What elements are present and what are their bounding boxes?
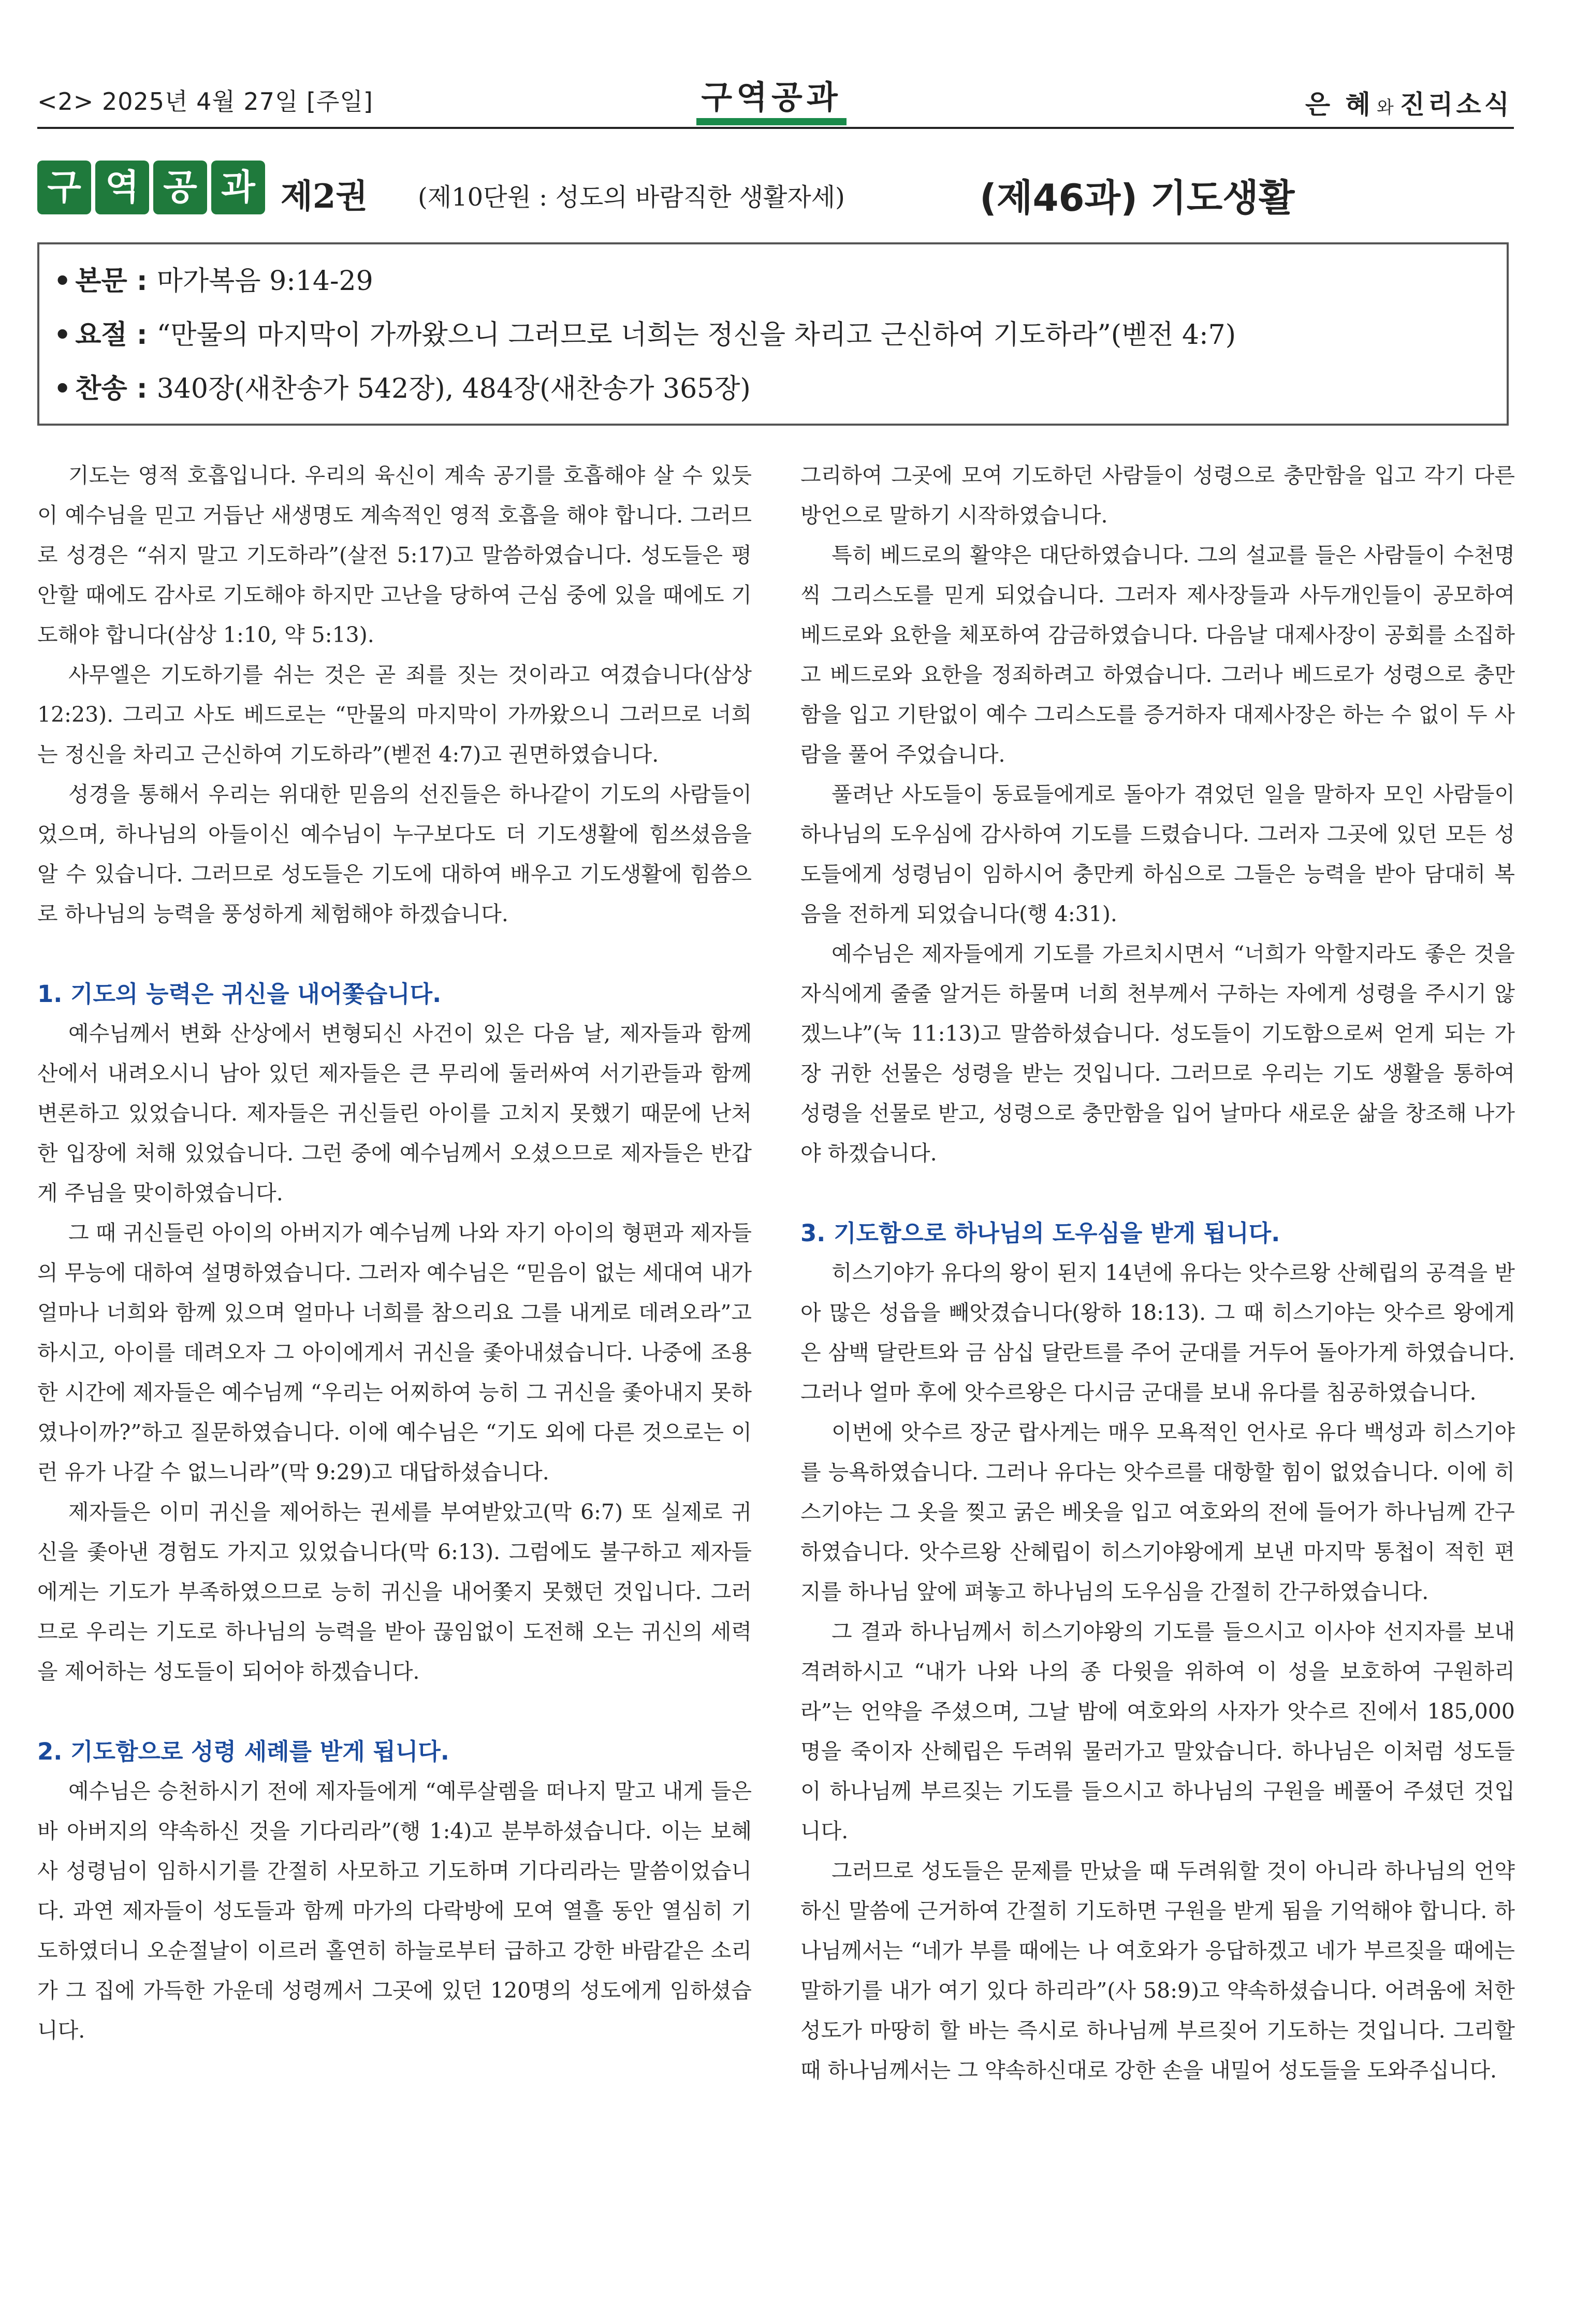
- keyverse-text: “만물의 마지막이 가까왔으니 그러므로 너희는 정신을 차리고 근신하여 기도하라”(벧전 4:7): [156, 319, 1236, 351]
- paragraph: 기도는 영적 호흡입니다. 우리의 육신이 계속 공기를 호흡해야 살 수 있듯이 예수님을 믿고 거듭난 새생명도 계속적인 영적 호흡을 해야 합니다. 그러므로 성경은 “쉬지 말고 기도하라”(살전 5:17)고 말씀하였습니다. 성도들은 평안할 때에도 감사로 기도해야 하지만 고난을 당하여 근심 중에 있을 때에도 기도해야 합니다(삼상 1:10, 약 5:13).: [37, 463, 752, 647]
- paragraph: 특히 베드로의 활약은 대단하였습니다. 그의 설교를 들은 사람들이 수천명씩 그리스도를 믿게 되었습니다. 그러자 제사장들과 사두개인들이 공모하여 베드로와 요한을 체포하여 감금하였습니다. 다음날 대제사장이 공회를 소집하고 베드로와 요한을 정죄하려고 하였습니다. 그러나 베드로가 성령으로 충만함을 입고 기탄없이 예수 그리스도를 증거하자 대제사장은 하는 수 없이 두 사람을 풀어 주었습니다.: [800, 543, 1515, 767]
- paragraph: 예수님은 승천하시기 전에 제자들에게 “예루살렘을 떠나지 말고 내게 들은바 아버지의 약속하신 것을 기다리라”(행 1:4)고 분부하셨습니다. 이는 보혜사 성령님이 임하시기를 간절히 사모하고 기도하며 기다리라는 말씀이었습니다. 과연 제자들이 성도들과 함께 마가의 다락방에 모여 열흘 동안 열심히 기도하였더니 오순절날이 이르러 홀연히 하늘로부터 급하고 강한 바람같은 소리가 그 집에 가득한 가운데 성령께서 그곳에 있던 120명의 성도에게 임하셨습니다.: [37, 1779, 752, 2043]
- lesson-info-box: [37, 242, 1509, 426]
- badge-char: 구: [37, 161, 91, 214]
- paragraph: 풀려난 사도들이 동료들에게로 돌아가 겪었던 일을 말하자 모인 사람들이 하나님의 도우심에 감사하여 기도를 드렸습니다. 그러자 그곳에 있던 모든 성도들에게 성령님이 임하시어 충만케 하심으로 그들은 능력을 받아 담대히 복음을 전하게 되었습니다(행 4:31).: [800, 782, 1515, 926]
- badge-char: 역: [95, 161, 149, 214]
- page-number-date: <2> 2025년 4월 27일 [주일]: [37, 88, 373, 115]
- paragraph: 히스기야가 유다의 왕이 된지 14년에 유다는 앗수르왕 산헤립의 공격을 받아 많은 성읍을 빼앗겼습니다(왕하 18:13). 그 때 히스기야는 앗수르 왕에게 은 삼백 달란트와 금 삼십 달란트를 주어 군대를 거두어 돌아가게 하였습니다. 그러나 얼마 후에 앗수르왕은 다시금 군대를 보내 유다를 침공하였습니다.: [800, 1260, 1515, 1405]
- unit-label: (제10단원 : 성도의 바람직한 생활자세): [418, 183, 845, 212]
- header-rule: [37, 127, 1514, 129]
- newspaper-name-conjunction: 와: [1376, 97, 1397, 118]
- right-column: [800, 456, 1515, 2090]
- paragraph: 성경을 통해서 우리는 위대한 믿음의 선진들은 하나같이 기도의 사람들이었으며, 하나님의 아들이신 예수님이 누구보다도 더 기도생활에 힘쓰셨음을 알 수 있습니다. 그러므로 성도들은 기도에 대하여 배우고 기도생활에 힘씀으로 하나님의 능력을 풍성하게 체험해야 하겠습니다.: [37, 782, 752, 926]
- scripture-text: 마가복음 9:14-29: [156, 266, 373, 297]
- newspaper-name-part2: 진리소식: [1399, 90, 1512, 120]
- lesson-title: (제46과) 기도생활: [980, 176, 1295, 220]
- paragraph: 사무엘은 기도하기를 쉬는 것은 곧 죄를 짓는 것이라고 여겼습니다(삼상 12:23). 그리고 사도 베드로는 “만물의 마지막이 가까왔으니 그러므로 너희는 정신을 차리고 근신하여 기도하라”(벧전 4:7)고 권면하였습니다.: [37, 662, 752, 767]
- paragraph: 그 때 귀신들린 아이의 아버지가 예수님께 나와 자기 아이의 형편과 제자들의 무능에 대하여 설명하였습니다. 그러자 예수님은 “믿음이 없는 세대여 내가 얼마나 너희와 함께 있으며 얼마나 너희를 참으리요 그를 내게로 데려오라”고 하시고, 아이를 데려오자 그 아이에게서 귀신을 좇아내셨습니다. 나중에 조용한 시간에 제자들은 예수님께 “우리는 어찌하여 능히 그 귀신을 좇아내지 못하였나이까?”하고 질문하였습니다. 이에 예수님은 “기도 외에 다른 것으로는 이런 유가 나갈 수 없느니라”(막 9:29)고 대답하셨습니다.: [37, 1221, 752, 1485]
- bullet-icon: •: [54, 319, 71, 351]
- scripture-row: [54, 259, 373, 298]
- hymn-text: 340장(새찬송가 542장), 484장(새찬송가 365장): [156, 373, 751, 404]
- volume-label: 제2권: [281, 177, 368, 216]
- scripture-label: 본문 :: [75, 266, 157, 297]
- paragraph: 제자들은 이미 귀신을 제어하는 권세를 부여받았고(막 6:7) 또 실제로 귀신을 좇아낸 경험도 가지고 있었습니다(막 6:13). 그럼에도 불구하고 제자들에게는 기도가 부족하였으므로 능히 귀신을 내어쫓지 못했던 것입니다. 그러므로 우리는 기도로 하나님의 능력을 받아 끊임없이 도전해 오는 귀신의 세력을 제어하는 성도들이 되어야 하겠습니다.: [37, 1500, 752, 1684]
- paragraph: 예수님께서 변화 산상에서 변형되신 사건이 있은 다음 날, 제자들과 함께 산에서 내려오시니 남아 있던 제자들은 큰 무리에 둘러싸여 서기관들과 함께 변론하고 있었습니다. 제자들은 귀신들린 아이를 고치지 못했기 때문에 난처한 입장에 처해 있었습니다. 그런 중에 예수님께서 오셨으므로 제자들은 반갑게 주님을 맞이하였습니다.: [37, 1021, 752, 1205]
- bullet-icon: •: [54, 266, 71, 297]
- newspaper-name-part1: 은 혜: [1305, 90, 1374, 120]
- badge-char: 공: [153, 161, 207, 214]
- hymn-label: 찬송 :: [75, 373, 157, 404]
- bullet-icon: •: [54, 373, 71, 404]
- badge-char: 과: [211, 161, 265, 214]
- hymn-row: [54, 367, 751, 405]
- keyverse-label: 요절 :: [75, 319, 157, 351]
- paragraph: 그 결과 하나님께서 히스기야왕의 기도를 들으시고 이사야 선지자를 보내 격려하시고 “내가 나와 나의 종 다윗을 위하여 이 성을 보호하여 구원하리라”는 언약을 주셨으며, 그날 밤에 여호와의 사자가 앗수르 진에서 185,000명을 죽이자 산헤립은 두려워 물러가고 말았습니다. 하나님은 이처럼 성도들이 하나님께 부르짖는 기도를 들으시고 하나님의 구원을 베풀어 주셨던 것입니다.: [800, 1619, 1515, 1843]
- section-underline: [696, 118, 847, 125]
- paragraph: 예수님은 제자들에게 기도를 가르치시면서 “너희가 악할지라도 좋은 것을 자식에게 줄줄 알거든 하물며 너희 천부께서 구하는 자에게 성령을 주시기 않겠느냐”(눅 11:13)고 말씀하셨습니다. 성도들이 기도함으로써 얻게 되는 가장 귀한 선물은 성령을 받는 것입니다. 그러므로 우리는 기도 생활을 통하여 성령을 선물로 받고, 성령으로 충만함을 입어 날마다 새로운 삶을 창조해 나가야 하겠습니다.: [800, 941, 1515, 1166]
- left-column: [37, 456, 752, 2051]
- section-title: 구역공과: [701, 78, 842, 116]
- paragraph: 그러므로 성도들은 문제를 만났을 때 두려워할 것이 아니라 하나님의 언약하신 말씀에 근거하여 간절히 기도하면 구원을 받게 됨을 기억해야 합니다. 하나님께서는 “네가 부를 때에는 나 여호와가 응답하겠고 네가 부르짖을 때에는 말하기를 내가 여기 있다 하리라”(사 58:9)고 약속하셨습니다. 어려움에 처한 성도가 마땅히 할 바는 즉시로 하나님께 부르짖어 기도하는 것입니다. 그리할 때 하나님께서는 그 약속하신대로 강한 손을 내밀어 성도들을 도와주십니다.: [800, 1858, 1515, 2083]
- keyverse-row: [54, 313, 1236, 352]
- newspaper-name: [1305, 84, 1512, 121]
- section-heading-3: 3. 기도함으로 하나님의 도우심을 받게 됩니다.: [800, 1219, 1280, 1247]
- section-heading-2: 2. 기도함으로 성령 세례를 받게 됩니다.: [37, 1738, 449, 1765]
- section-heading-1: 1. 기도의 능력은 귀신을 내어쫓습니다.: [37, 980, 442, 1008]
- paragraph: 이번에 앗수르 장군 랍사게는 매우 모욕적인 언사로 유다 백성과 히스기야를 능욕하였습니다. 그러나 유다는 앗수르를 대항할 힘이 없었습니다. 이에 히스기야는 그 옷을 찢고 굵은 베옷을 입고 여호와의 전에 들어가 하나님께 간구하였습니다. 앗수르왕 산헤립이 히스기야왕에게 보낸 마지막 통첩이 적힌 편지를 하나님 앞에 펴놓고 하나님의 도우심을 간절히 간구하였습니다.: [800, 1420, 1515, 1604]
- paragraph: 그리하여 그곳에 모여 기도하던 사람들이 성령으로 충만함을 입고 각기 다른 방언으로 말하기 시작하였습니다.: [800, 463, 1515, 528]
- lesson-title-row: [37, 161, 1514, 223]
- page-header: [0, 0, 1590, 124]
